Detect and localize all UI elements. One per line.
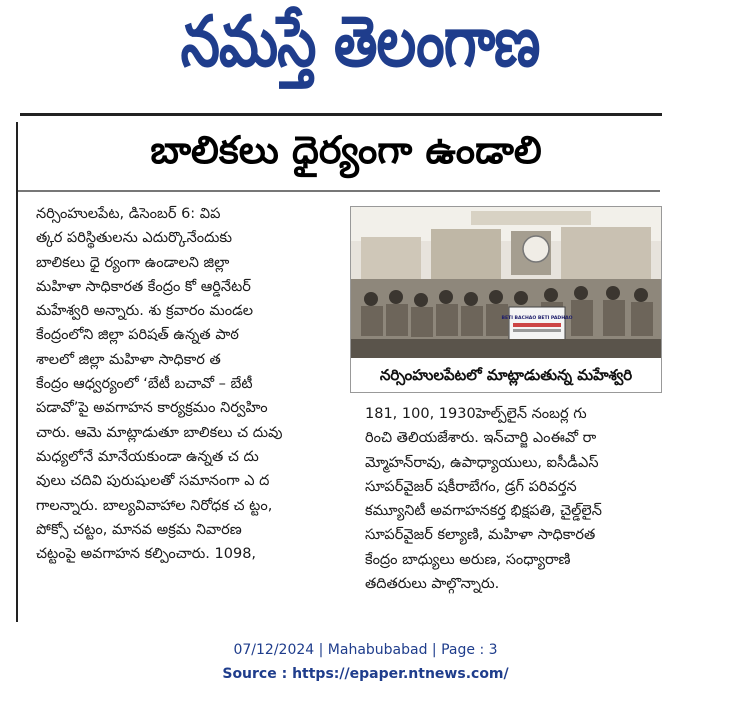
- article-text-line: త్కర పరిస్థితులను ఎదుర్కొనేందుకు: [36, 230, 232, 247]
- article-text-line: కేంద్రంలోని జిల్లా పరిషత్ ఉన్నత పాఠ: [36, 327, 239, 344]
- article-text-line: గాలన్నారు. బాల్యవివాహాల నిరోధక చ ట్టం,: [36, 497, 273, 514]
- article-text-line: కేంద్రం ఆధ్వర్యంలో ‘బేటీ బచావో – బేటీ: [36, 376, 253, 393]
- article-text-line: రించి తెలియజేశారు. ఇన్‌చార్జి ఎంఈవో రా: [365, 430, 597, 447]
- article-text-line: బాలికలు ధై ర్యంగా ఉండాలని జిల్లా: [36, 254, 230, 271]
- article-text-line: సూపర్‌వైజర్ కల్యాణి, మహిళా సాధికారత: [365, 527, 596, 544]
- article-text-line: శాలలో జిల్లా మహిళా సాధికార త: [36, 351, 221, 368]
- article-text-line: పోక్సో చట్టం, మానవ అక్రమ నివారణ: [36, 521, 242, 538]
- article-text-line: కమ్యూనిటీ అవగాహనకర్త భిక్షపతి, చైల్డ్‌లైన్: [365, 503, 602, 520]
- article-photo: [350, 206, 662, 360]
- article-body-right-column: [365, 402, 661, 596]
- edition-info: 07/12/2024 | Mahabubabad | Page : 3: [233, 642, 498, 658]
- banner-text: BETI BACHAO BETI PADHAO: [501, 316, 573, 321]
- article-text-line: మహేశ్వరి అన్నారు. శు క్రవారం మండల: [36, 303, 254, 320]
- article-text-line: మహిళా సాధికారత కేంద్రం కో ఆర్డినేటర్: [36, 278, 251, 295]
- article-text-line: చట్టంపై అవగాహన కల్పించారు. 1098,: [36, 546, 257, 563]
- source-link[interactable]: Source : https://epaper.ntnews.com/: [222, 666, 509, 682]
- news-article: [16, 122, 662, 622]
- masthead: [0, 0, 731, 104]
- event-photo-illustration: [351, 207, 661, 359]
- article-text-line: మధ్యలోనే మానేయకుండా ఉన్నత చ దు: [36, 448, 259, 465]
- article-text-line: సూపర్‌వైజర్ షకీరాబేగం, డ్రగ్ పరివర్తన: [365, 478, 577, 495]
- article-text-line: పడావో’పై అవగాహన కార్యక్రమం నిర్వహిం: [36, 400, 268, 417]
- article-left-border: [16, 122, 18, 622]
- masthead-divider: [20, 113, 662, 116]
- article-text-line: నర్సింహులపేట, డిసెంబర్ 6: విప: [36, 206, 221, 222]
- article-body-left-column: [36, 202, 336, 566]
- article-text-line: తదితరులు పాల్గొన్నారు.: [365, 576, 500, 593]
- newspaper-logo: నమస్తే తెలంగాణ: [180, 1, 540, 83]
- article-text-line: వులు చదివి పురుషులతో సమానంగా ఎ ద: [36, 473, 270, 490]
- article-text-line: చారు. ఆమె మాట్లాడుతూ బాలికలు చ దువు: [36, 424, 283, 441]
- article-text-line: మ్మోహన్‌రావు, ఉపాధ్యాయులు, ఐసీడీఎస్: [365, 454, 599, 471]
- article-text-line: కేంద్రం బాధ్యులు అరుణ, సంధ్యారాణి: [365, 551, 571, 568]
- article-headline: బాలికలు ధైర్యంగా ఉండాలి: [150, 128, 542, 172]
- headline-divider: [18, 190, 660, 192]
- photo-caption: నర్సింహులపేటలో మాట్లాడుతున్న మహేశ్వరి: [350, 358, 662, 393]
- article-text-line: 181, 100, 1930హెల్ప్‌లైన్ నంబర్ల గు: [365, 406, 587, 422]
